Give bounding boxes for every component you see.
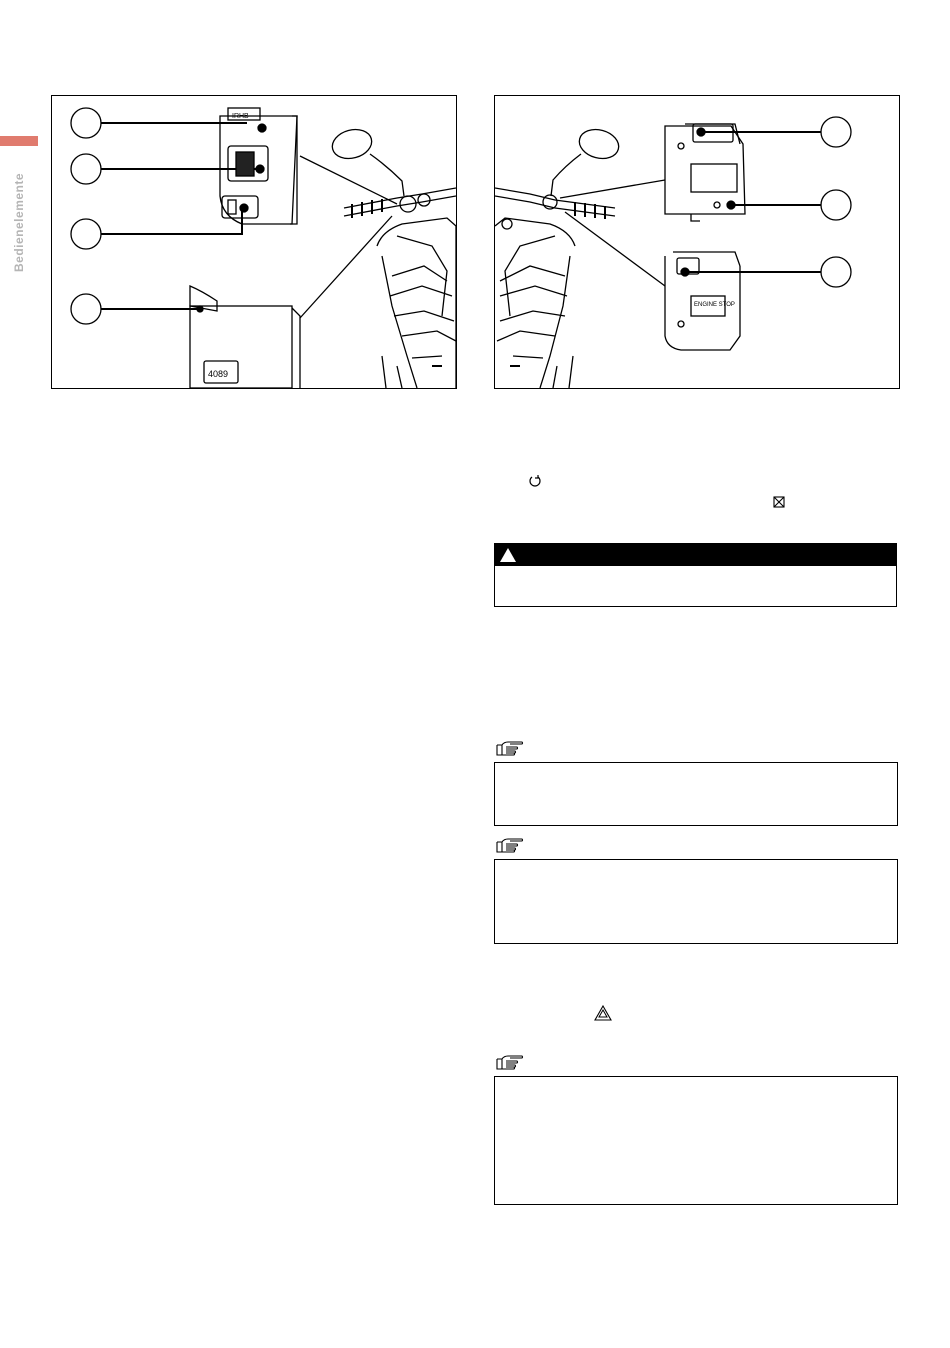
callout-circle-1 (71, 108, 101, 138)
callout-circle-4 (71, 294, 101, 324)
pointing-hand-icon (496, 838, 524, 854)
note-box-2 (494, 859, 898, 944)
rotation-icon (528, 474, 542, 488)
callout-circle-2 (821, 190, 851, 220)
pointing-hand-icon (496, 741, 524, 757)
callout-circle-3 (821, 257, 851, 287)
note-box-1 (494, 762, 898, 826)
hazard-triangle-icon (594, 1005, 612, 1021)
left-handlebar-illustration (52, 96, 456, 388)
counter-label: 4089 (208, 369, 229, 379)
right-handlebar-illustration (495, 96, 899, 388)
left-cube-label: IRHB (232, 113, 249, 120)
section-tab-marker (0, 136, 38, 146)
warning-header-bar (495, 544, 896, 566)
engine-switch-label: ENGINE STOP (694, 302, 735, 308)
pointing-hand-icon (496, 1055, 524, 1071)
warning-triangle-icon (499, 547, 517, 563)
note-box-3 (494, 1076, 898, 1205)
callout-circle-3 (71, 219, 101, 249)
crossed-square-icon (772, 495, 786, 509)
left-handlebar-figure (51, 95, 457, 389)
callout-circle-2 (71, 154, 101, 184)
section-label: Bedienelemente (12, 172, 26, 272)
callout-circle-1 (821, 117, 851, 147)
warning-box (494, 543, 897, 607)
right-handlebar-figure (494, 95, 900, 389)
